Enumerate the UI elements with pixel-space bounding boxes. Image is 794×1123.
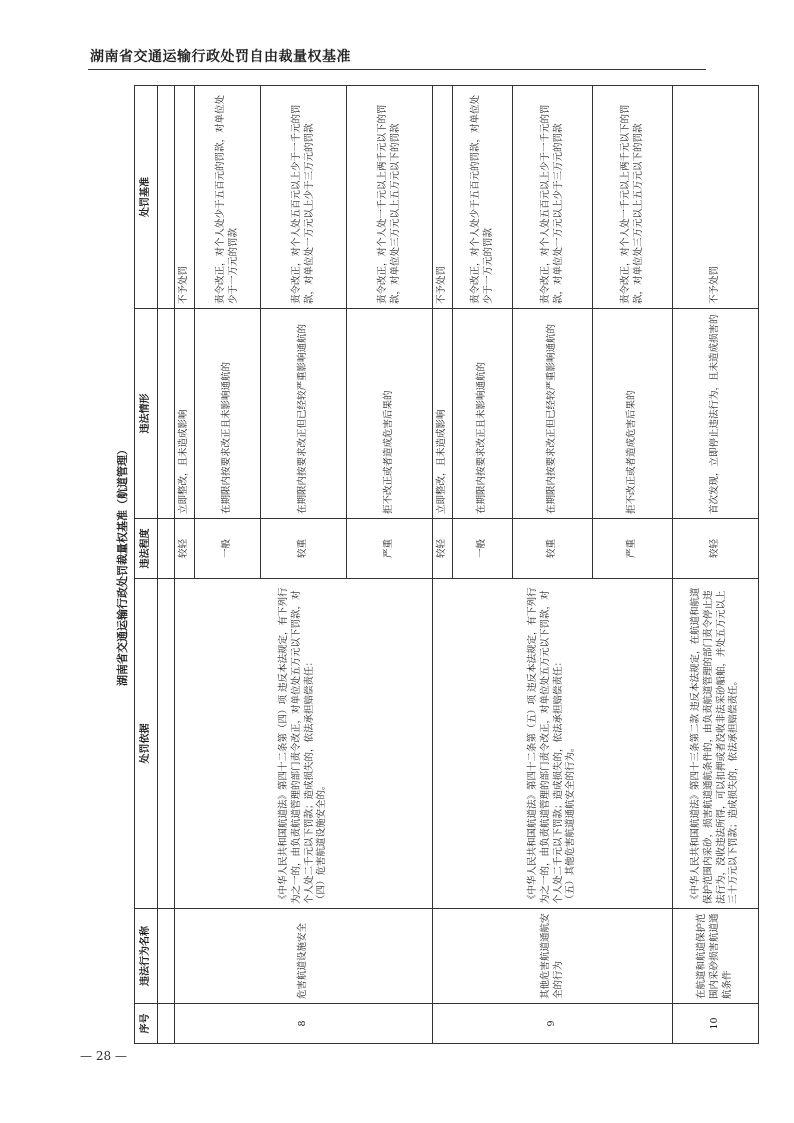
running-head: 湖南省交通运输行政处罚自由裁量权基准 xyxy=(90,49,351,65)
table-title: 湖南省交通运输行政处罚裁量权基准（航道管理） xyxy=(116,444,129,686)
circumstance-cell: 立即整改，且未造成影响 xyxy=(433,309,453,519)
seq-cell: 9 xyxy=(433,1004,673,1044)
legal-basis-clause: （五）其他危害航道通航安全的行为。 xyxy=(565,742,577,904)
degree-cell: 较重 xyxy=(261,519,347,579)
degree-cell: 严重 xyxy=(347,519,433,579)
legal-basis-cell xyxy=(433,579,673,909)
header-rule xyxy=(88,69,706,70)
circumstance-cell: 在期限内按要求改正但已经较严重影响通航的 xyxy=(261,309,347,519)
header-standard: 处罚基准 xyxy=(135,86,158,309)
header-basis: 处罚依据 xyxy=(135,579,158,909)
violation-name-cell: 危害航道设施安全 xyxy=(175,909,433,1004)
standard-cell: 不予处罚 xyxy=(673,86,759,309)
legal-basis-cell xyxy=(673,579,759,909)
standard-cell: 责令改正，对个人处一千元以上两千元以下的罚款，对单位处三万元以上五万元以下的罚款 xyxy=(347,86,433,309)
rotated-table-area xyxy=(112,86,740,1044)
degree-cell: 一般 xyxy=(453,519,513,579)
degree-cell: 较轻 xyxy=(433,519,453,579)
circumstance-cell: 拒不改正或者造成危害后果的 xyxy=(593,309,673,519)
table-row xyxy=(175,86,195,1044)
header-circumstance: 违法情形 xyxy=(135,309,158,519)
header-degree: 违法程度 xyxy=(135,519,158,579)
circumstance-cell: 在期限内按要求改正但已经较严重影响通航的 xyxy=(513,309,593,519)
standard-cell: 责令改正，对个人处一千元以上两千元以下的罚款，对单位处三万元以上五万元以下的罚款 xyxy=(593,86,673,309)
blank-row xyxy=(158,86,175,1044)
table-row xyxy=(673,86,759,1044)
legal-basis-text: 《中华人民共和国航道法》第四十三条第二款 违反本法规定，在航道和航道保护范围内采砂，损害航道通航条件的，由负责航道管理的部门责令停止违法行为，没收违法所得，可以扣押或者没收非法采砂船舶，并处五万元以上三十万元以下罚款；造成损失的，依法承担赔偿责任。 xyxy=(689,587,740,904)
circumstance-cell: 立即整改，且未造成影响 xyxy=(175,309,195,519)
circumstance-cell: 首次发现，立即停止违法行为，且未造成损害的 xyxy=(673,309,759,519)
standard-cell: 责令改正，对个人处五百元以上少于一千元的罚款，对单位处一万元以上少于三万元的罚款 xyxy=(513,86,593,309)
seq-cell: 10 xyxy=(673,1004,759,1044)
standard-cell: 责令改正，对个人处少于五百元的罚款，对单位处少于一万元的罚款 xyxy=(453,86,513,309)
legal-basis-text: 《中华人民共和国航道法》第四十二条第（五）项 违反本法规定，有下列行为之一的，由负责航道管理的部门责令改正，对单位处五万元以下罚款，对个人处二千元以下罚款；造成损失的，依法承担赔偿责任： xyxy=(526,587,564,904)
header-name: 违法行为名称 xyxy=(135,909,158,1004)
seq-cell: 8 xyxy=(175,1004,433,1044)
standard-cell: 责令改正，对个人处少于五百元的罚款，对单位处少于一万元的罚款 xyxy=(195,86,261,309)
circumstance-cell: 在期限内按要求改正且未影响通航的 xyxy=(453,309,513,519)
degree-cell: 一般 xyxy=(195,519,261,579)
violation-name-cell: 在航道和航道保护范围内采砂损害航道通航条件 xyxy=(673,909,759,1004)
table-row xyxy=(433,86,453,1044)
degree-cell: 较重 xyxy=(513,519,593,579)
circumstance-cell: 拒不改正或者造成危害后果的 xyxy=(347,309,433,519)
legal-basis-cell xyxy=(175,579,433,909)
penalty-standard-table xyxy=(134,85,759,1044)
legal-basis-text: 《中华人民共和国航道法》第四十二条第（四）项 违反本法规定，有下列行为之一的，由负责航道管理的部门责令改正，对单位处五万元以下罚款，对个人处二千元以下罚款；造成损失的，依法承担赔偿责任： xyxy=(277,587,315,904)
standard-cell: 责令改正，对个人处五百元以上少于一千元的罚款，对单位处一万元以上少于三万元的罚款 xyxy=(261,86,347,309)
degree-cell: 较轻 xyxy=(673,519,759,579)
degree-cell: 较轻 xyxy=(175,519,195,579)
circumstance-cell: 在期限内按要求改正且未影响通航的 xyxy=(195,309,261,519)
violation-name-cell: 其他危害航道通航安全的行为 xyxy=(433,909,673,1004)
table-header-row xyxy=(135,86,158,1044)
standard-cell: 不予处罚 xyxy=(175,86,195,309)
standard-cell: 不予处罚 xyxy=(433,86,453,309)
degree-cell: 严重 xyxy=(593,519,673,579)
legal-basis-clause: （四）危害航道设施安全的。 xyxy=(316,780,328,904)
header-seq: 序号 xyxy=(135,1004,158,1044)
page-number: — 28 — xyxy=(80,1049,127,1063)
